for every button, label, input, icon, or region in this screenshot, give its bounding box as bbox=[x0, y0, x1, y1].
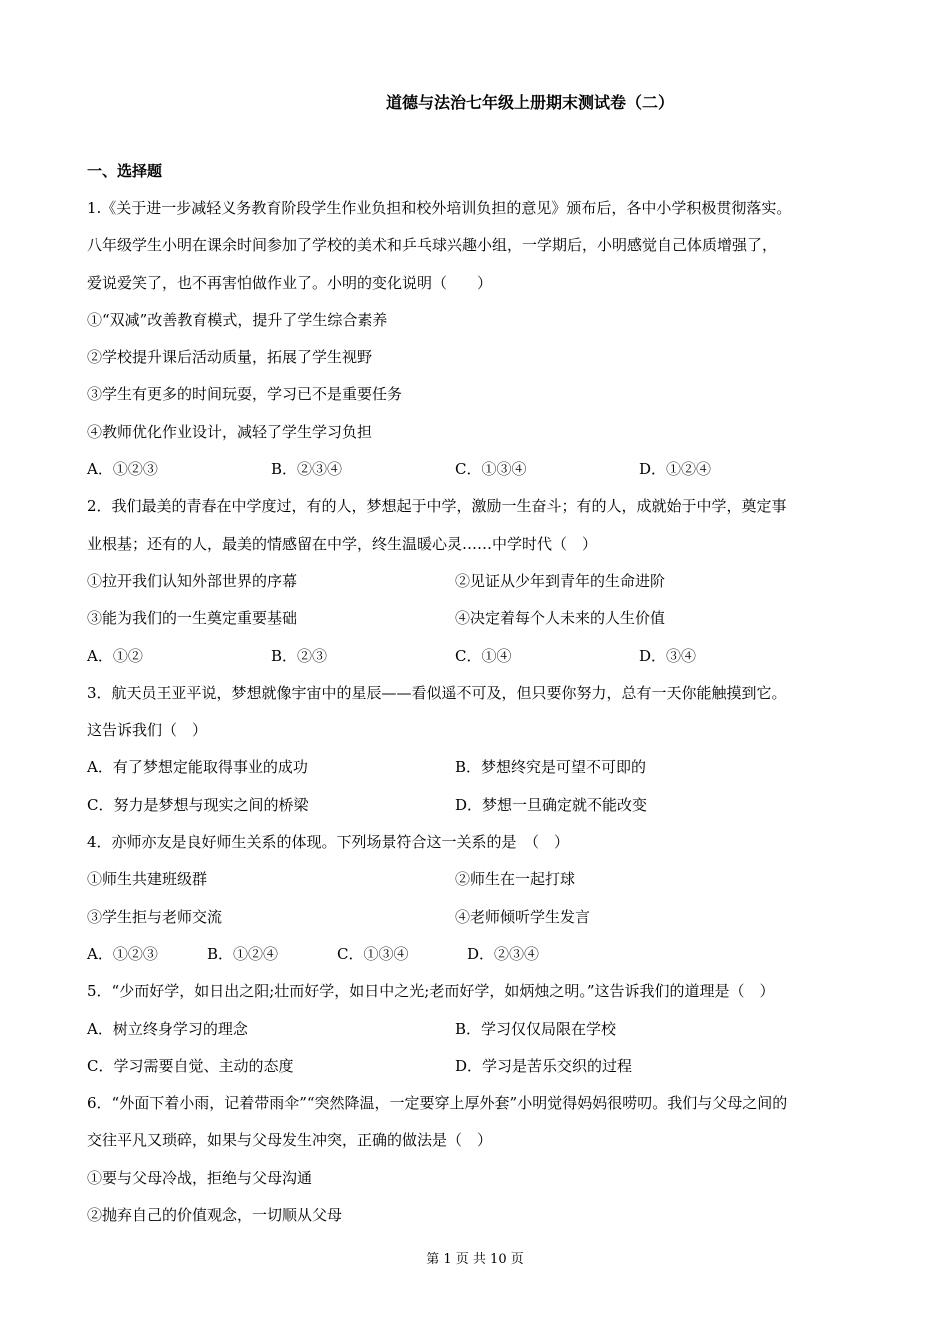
page-title: 道德与法治七年级上册期末测试卷（二） bbox=[385, 93, 674, 112]
answer-options bbox=[87, 787, 867, 824]
question-stem-line: 这告诉我们（ ） bbox=[87, 721, 208, 740]
statement-row bbox=[87, 861, 867, 898]
option-a: A．①② bbox=[87, 646, 143, 665]
statement-item: ③能为我们的一生奠定重要基础 bbox=[87, 609, 298, 628]
option-c: C．①④ bbox=[455, 646, 512, 665]
answer-options bbox=[87, 749, 867, 786]
question-stem-line: 交往平凡又琐碎，如果与父母发生冲突，正确的做法是（ ） bbox=[87, 1131, 493, 1150]
answer-options bbox=[87, 451, 867, 488]
statement-item: ④老师倾听学生发言 bbox=[455, 907, 591, 926]
section-heading: 一、选择题 bbox=[87, 162, 163, 180]
statement-item: ①师生共建班级群 bbox=[87, 870, 208, 889]
option-d: D．学习是苦乐交织的过程 bbox=[455, 1056, 633, 1075]
question-stem-line: 爱说爱笑了，也不再害怕做作业了。小明的变化说明（ ） bbox=[87, 273, 493, 292]
statement-item: ①要与父母冷战，拒绝与父母沟通 bbox=[87, 1168, 313, 1187]
answer-options bbox=[87, 936, 867, 973]
answer-options bbox=[87, 1011, 867, 1048]
question-stem-line: 3．航天员王亚平说，梦想就像宇宙中的星辰——看似遥不可及，但只要你努力，总有一天你能触摸到它。 bbox=[87, 683, 787, 702]
option-c: C．①③④ bbox=[455, 460, 527, 479]
option-d: D．③④ bbox=[639, 646, 697, 665]
option-b: B．学习仅仅局限在学校 bbox=[455, 1019, 617, 1038]
statement-item: ①“双减”改善教育模式，提升了学生综合素养 bbox=[87, 310, 388, 329]
option-a: A．①②③ bbox=[87, 944, 158, 963]
statement-item: ①拉开我们认知外部世界的序幕 bbox=[87, 571, 298, 590]
option-b: B．梦想终究是可望不可即的 bbox=[455, 758, 647, 777]
option-a: A．①②③ bbox=[87, 460, 158, 479]
option-d: D．①②④ bbox=[639, 460, 712, 479]
question-stem-line: 4．亦师亦友是良好师生关系的体现。下列场景符合这一关系的是 （ ） bbox=[87, 833, 570, 852]
question-stem-line: 业根基；还有的人，最美的情感留在中学，终生温暖心灵……中学时代（ ） bbox=[87, 534, 598, 553]
question-stem-line: 6．“外面下着小雨，记着带雨伞”“突然降温，一定要穿上厚外套”小明觉得妈妈很唠叨。我们与父母之间的 bbox=[87, 1094, 788, 1113]
question-3 bbox=[87, 675, 867, 824]
statement-item: ②师生在一起打球 bbox=[455, 870, 576, 889]
question-2 bbox=[87, 488, 867, 674]
statement-item: ④教师优化作业设计，减轻了学生学习负担 bbox=[87, 422, 373, 441]
statement-item: ④决定着每个人未来的人生价值 bbox=[455, 609, 666, 628]
statement-item: ③学生拒与老师交流 bbox=[87, 907, 223, 926]
statement-item: ②学校提升课后活动质量，拓展了学生视野 bbox=[87, 348, 373, 367]
statement-item: ②见证从少年到青年的生命进阶 bbox=[455, 571, 666, 590]
question-stem-line: 1.《关于进一步减轻义务教育阶段学生作业负担和校外培训负担的意见》颁布后，各中小学积极贯彻落实。 bbox=[87, 199, 792, 217]
question-list bbox=[87, 190, 867, 1234]
question-4 bbox=[87, 824, 867, 973]
statement-row bbox=[87, 899, 867, 936]
question-stem-line: 八年级学生小明在课余时间参加了学校的美术和乒乓球兴趣小组，一学期后，小明感觉自己体质增强了， bbox=[87, 236, 778, 255]
option-b: B．②③ bbox=[271, 646, 328, 665]
statement-item: ③学生有更多的时间玩耍，学习已不是重要任务 bbox=[87, 385, 403, 404]
question-stem-line: 5．“少而好学，如日出之阳;壮而好学，如日中之光;老而好学，如炳烛之明。”这告诉我们的道理是（ ） bbox=[87, 982, 775, 1001]
option-c: C．①③④ bbox=[337, 944, 409, 963]
option-c: C．努力是梦想与现实之间的桥梁 bbox=[87, 795, 309, 814]
option-d: D．梦想一旦确定就不能改变 bbox=[455, 795, 648, 814]
option-a: A．有了梦想定能取得事业的成功 bbox=[87, 758, 308, 777]
option-a: A．树立终身学习的理念 bbox=[87, 1019, 248, 1038]
question-stem-line: 2．我们最美的青春在中学度过，有的人，梦想起于中学，激励一生奋斗；有的人，成就始于中学，奠定事 bbox=[87, 497, 787, 516]
question-5 bbox=[87, 973, 867, 1085]
option-c: C．学习需要自觉、主动的态度 bbox=[87, 1056, 294, 1075]
option-b: B．②③④ bbox=[271, 460, 343, 479]
answer-options bbox=[87, 1048, 867, 1085]
answer-options bbox=[87, 638, 867, 675]
statement-item: ②抛弃自己的价值观念，一切顺从父母 bbox=[87, 1206, 343, 1225]
question-6 bbox=[87, 1085, 867, 1234]
statement-row bbox=[87, 600, 867, 637]
statement-row bbox=[87, 563, 867, 600]
option-d: D．②③④ bbox=[467, 944, 540, 963]
question-1 bbox=[87, 190, 867, 488]
option-b: B．①②④ bbox=[207, 944, 279, 963]
page-footer: 第 1 页 共 10 页 bbox=[426, 1252, 524, 1267]
